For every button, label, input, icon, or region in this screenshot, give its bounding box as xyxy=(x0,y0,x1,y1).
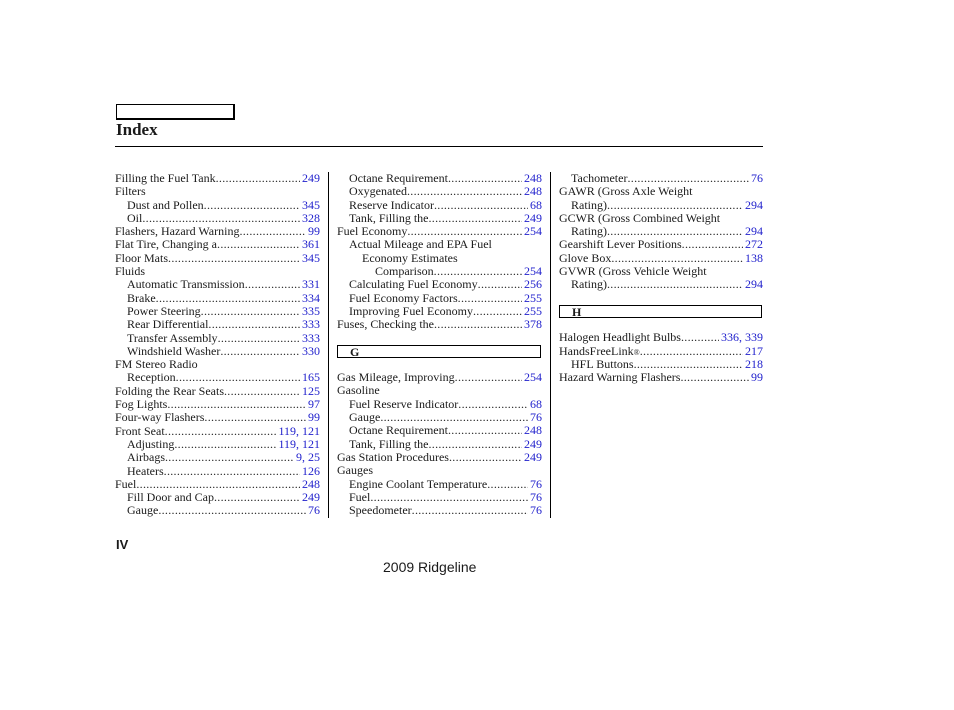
page-reference-link[interactable]: 249 xyxy=(302,171,320,185)
page-reference-link[interactable]: 76 xyxy=(530,503,542,518)
entry-text: Rating) xyxy=(571,224,607,239)
entry-text: Oxygenated xyxy=(349,184,407,199)
index-entry xyxy=(115,478,320,491)
index-column-1 xyxy=(115,172,320,518)
index-entry xyxy=(559,358,763,371)
entry-text: Reception xyxy=(127,370,176,385)
index-entry xyxy=(115,252,320,265)
page-reference-link[interactable]: 248 xyxy=(524,423,542,438)
dot-leader xyxy=(370,491,528,504)
letter-section-header: G xyxy=(337,345,541,358)
dot-leader xyxy=(245,278,300,291)
entry-text: Filters xyxy=(115,184,146,199)
dot-leader xyxy=(136,478,300,491)
spacer xyxy=(337,332,542,345)
page-reference-link[interactable]: 76 xyxy=(530,410,542,425)
index-entry xyxy=(337,371,542,384)
index-entry xyxy=(559,331,763,344)
entry-text: Glove Box xyxy=(559,250,612,265)
dot-leader xyxy=(165,425,277,438)
entry-text: Gauges xyxy=(337,463,373,478)
index-entry xyxy=(115,411,320,424)
entry-text: Four-way Flashers xyxy=(115,410,205,425)
index-entry xyxy=(115,238,320,251)
index-heading xyxy=(337,384,542,397)
dot-leader xyxy=(217,238,300,251)
page-reference-link[interactable]: 68 xyxy=(530,396,542,411)
index-entry xyxy=(337,212,542,225)
footer-model: 2009 Ridgeline xyxy=(383,559,477,575)
index-entry xyxy=(115,172,320,185)
page-reference-link[interactable]: 125 xyxy=(302,383,320,398)
index-entry xyxy=(337,172,542,185)
dot-leader xyxy=(165,451,294,464)
entry-text: Comparison xyxy=(375,264,434,279)
dot-leader xyxy=(220,345,300,358)
page-reference-link[interactable]: 249 xyxy=(302,490,320,505)
index-entry: HandsFreeLink ® ..... 217 xyxy=(559,345,763,358)
entry-text: HFL Buttons xyxy=(571,356,634,371)
entry-text: Calculating Fuel Economy xyxy=(349,277,478,292)
dot-leader xyxy=(458,398,528,411)
page-reference-link[interactable]: 336, 339 xyxy=(721,330,763,345)
page-reference-link[interactable]: 248 xyxy=(302,476,320,491)
entry-text: Adjusting xyxy=(127,436,175,451)
index-entry xyxy=(337,199,542,212)
page-reference-link[interactable]: 256 xyxy=(524,277,542,292)
page-title: Index xyxy=(116,120,158,139)
entry-text: Economy Estimates xyxy=(362,250,458,265)
entry-text: GAWR (Gross Axle Weight xyxy=(559,184,693,199)
dot-leader xyxy=(224,385,300,398)
entry-text: Fill Door and Cap xyxy=(127,490,214,505)
index-heading xyxy=(559,185,763,198)
page-reference-link[interactable]: 255 xyxy=(524,290,542,305)
section-tab-box xyxy=(116,104,235,120)
page-reference-link[interactable]: 294 xyxy=(745,224,763,239)
index-entry xyxy=(115,225,320,238)
dot-leader xyxy=(214,491,300,504)
entry-text: Rating) xyxy=(571,197,607,212)
dot-leader xyxy=(412,504,528,517)
page-reference-link[interactable]: 335 xyxy=(302,303,320,318)
dot-leader xyxy=(407,185,522,198)
index-entry xyxy=(337,292,542,305)
index-entry xyxy=(115,385,320,398)
index-entry xyxy=(337,398,542,411)
entry-text: Halogen Headlight Bulbs xyxy=(559,330,681,345)
index-entry xyxy=(337,491,542,504)
dot-leader xyxy=(156,292,300,305)
page-reference-link[interactable]: 361 xyxy=(302,237,320,252)
entry-text: Hazard Warning Flashers xyxy=(559,370,681,385)
index-entry xyxy=(337,424,542,437)
entry-text: Power Steering xyxy=(127,303,201,318)
entry-text: Rating) xyxy=(571,277,607,292)
page-reference-link[interactable]: 255 xyxy=(524,303,542,318)
index-heading xyxy=(559,212,763,225)
page-reference-link[interactable]: 328 xyxy=(302,210,320,225)
entry-text: Airbags xyxy=(127,450,165,465)
dot-leader xyxy=(607,278,743,291)
page-reference-link[interactable]: 334 xyxy=(302,290,320,305)
index-entry xyxy=(115,491,320,504)
entry-text: Gauge xyxy=(349,410,381,425)
page-reference-link[interactable]: 333 xyxy=(302,317,320,332)
entry-text: Gas Mileage, Improving xyxy=(337,370,455,385)
entry-text: Oil xyxy=(127,210,143,225)
entry-text: Gauge xyxy=(127,503,159,518)
page-reference-link[interactable]: 76 xyxy=(530,489,542,504)
dot-leader xyxy=(449,451,522,464)
dot-leader xyxy=(239,225,306,238)
entry-text: Fuel Economy xyxy=(337,224,408,239)
dot-leader xyxy=(201,305,300,318)
page-reference-link[interactable]: 119, 121 xyxy=(278,423,320,438)
page-reference-link[interactable]: 138 xyxy=(745,250,763,265)
page-reference-link[interactable]: 294 xyxy=(745,197,763,212)
page-reference-link[interactable]: 254 xyxy=(524,370,542,385)
dot-leader xyxy=(168,252,300,265)
index-heading xyxy=(115,185,320,198)
page-reference-link[interactable]: 345 xyxy=(302,197,320,212)
dot-leader xyxy=(434,265,522,278)
dot-leader xyxy=(218,332,300,345)
dot-leader xyxy=(434,318,522,331)
entry-text: Filling the Fuel Tank xyxy=(115,171,216,185)
entry-text: Flashers, Hazard Warning xyxy=(115,224,240,239)
index-entry xyxy=(337,478,542,491)
dot-leader xyxy=(176,371,300,384)
page-reference-link[interactable]: 248 xyxy=(524,171,542,185)
page-reference-link[interactable]: 68 xyxy=(530,197,542,212)
dot-leader xyxy=(448,172,522,185)
index-entry xyxy=(337,278,542,291)
dot-leader xyxy=(458,292,522,305)
entry-text: Gasoline xyxy=(337,383,380,398)
page-reference-link[interactable]: 99 xyxy=(308,410,320,425)
entry-text: Folding the Rear Seats xyxy=(115,383,224,398)
page-number: IV xyxy=(116,537,129,552)
index-entry xyxy=(337,411,542,424)
dot-leader xyxy=(164,465,300,478)
index-entry xyxy=(115,425,320,438)
entry-text: FM Stereo Radio xyxy=(115,357,198,372)
index-entry xyxy=(115,305,320,318)
column-divider xyxy=(328,172,329,518)
page-reference-link[interactable]: 217 xyxy=(745,343,763,358)
page-reference-link[interactable]: 249 xyxy=(524,210,542,225)
page-reference-link[interactable]: 249 xyxy=(524,449,542,464)
entry-text: Gas Station Procedures xyxy=(337,449,449,464)
entry-text: Actual Mileage and EPA Fuel xyxy=(349,237,492,252)
index-entry xyxy=(559,225,763,238)
entry-text: GCWR (Gross Combined Weight xyxy=(559,210,721,225)
index-entry xyxy=(115,318,320,331)
page-reference-link[interactable]: 345 xyxy=(302,250,320,265)
index-entry xyxy=(115,292,320,305)
dot-leader xyxy=(634,358,743,371)
index-entry xyxy=(115,332,320,345)
index-column-2 xyxy=(337,172,542,517)
index-entry xyxy=(115,371,320,384)
entry-text: Fluids xyxy=(115,264,146,279)
entry-text: Fuel xyxy=(115,476,137,491)
index-entry xyxy=(337,185,542,198)
index-entry xyxy=(115,451,320,464)
index-entry xyxy=(115,199,320,212)
index-entry xyxy=(559,172,763,185)
page-reference-link[interactable]: 119, 121 xyxy=(278,436,320,451)
index-entry xyxy=(559,199,763,212)
index-entry xyxy=(337,451,542,464)
dot-leader xyxy=(158,504,306,517)
dot-leader xyxy=(682,238,743,251)
index-entry xyxy=(115,465,320,478)
dot-leader xyxy=(478,278,522,291)
page-reference-link[interactable]: 76 xyxy=(751,171,763,185)
column-divider xyxy=(550,172,551,518)
entry-text: Dust and Pollen xyxy=(127,197,204,212)
page-reference-link[interactable]: 331 xyxy=(302,277,320,292)
entry-text: HandsFreeLink xyxy=(559,343,634,358)
page-reference-link[interactable]: 76 xyxy=(530,476,542,491)
dot-leader xyxy=(448,424,522,437)
entry-text: Tank, Filling the xyxy=(349,436,429,451)
entry-text: Fuel xyxy=(349,489,371,504)
page-reference-link[interactable]: 165 xyxy=(302,370,320,385)
dot-leader xyxy=(611,252,743,265)
entry-text: Automatic Transmission xyxy=(127,277,245,292)
entry-text: Fog Lights xyxy=(115,397,168,412)
entry-text: Front Seat xyxy=(115,423,165,438)
letter-section-header: H xyxy=(559,305,762,318)
index-entry xyxy=(115,398,320,411)
page-reference-link[interactable]: 248 xyxy=(524,184,542,199)
dot-leader xyxy=(380,411,528,424)
dot-leader xyxy=(216,172,300,185)
entry-text: GVWR (Gross Vehicle Weight xyxy=(559,264,707,279)
index-entry xyxy=(115,212,320,225)
dot-leader xyxy=(434,199,528,212)
index-entry xyxy=(337,438,542,451)
index-entry xyxy=(115,438,320,451)
dot-leader xyxy=(429,212,523,225)
spacer xyxy=(559,318,763,331)
page-reference-link[interactable]: 378 xyxy=(524,317,542,332)
index-entry xyxy=(559,238,763,251)
entry-text: Octane Requirement xyxy=(349,423,448,438)
entry-text: Heaters xyxy=(127,463,164,478)
dot-leader xyxy=(627,172,749,185)
index-entry xyxy=(559,278,763,291)
page-reference-link[interactable]: 254 xyxy=(524,224,542,239)
entry-text: Improving Fuel Economy xyxy=(349,303,473,318)
entry-text: Flat Tire, Changing a xyxy=(115,237,218,252)
dot-leader xyxy=(640,345,743,358)
page-reference-link[interactable]: 249 xyxy=(524,436,542,451)
page-reference-link[interactable]: 254 xyxy=(524,264,542,279)
page-reference-link[interactable]: 76 xyxy=(308,503,320,518)
title-rule xyxy=(115,146,763,147)
index-entry xyxy=(559,371,763,384)
index-entry xyxy=(337,305,542,318)
entry-text: Fuel Economy Factors xyxy=(349,290,458,305)
index-entry xyxy=(115,345,320,358)
index-entry xyxy=(337,318,542,331)
dot-leader xyxy=(142,212,300,225)
dot-leader xyxy=(473,305,522,318)
page-reference-link[interactable]: 99 xyxy=(751,370,763,385)
dot-leader xyxy=(681,331,719,344)
dot-leader xyxy=(208,318,300,331)
dot-leader xyxy=(174,438,276,451)
index-heading xyxy=(115,358,320,371)
entry-text: Speedometer xyxy=(349,503,412,518)
entry-text: Engine Coolant Temperature xyxy=(349,476,488,491)
spacer xyxy=(559,292,763,305)
dot-leader xyxy=(204,199,300,212)
entry-text: Tachometer xyxy=(571,171,628,185)
index-heading xyxy=(337,464,542,477)
page-reference-link[interactable]: 99 xyxy=(308,224,320,239)
page-reference-link[interactable]: 272 xyxy=(745,237,763,252)
dot-leader xyxy=(607,225,743,238)
dot-leader xyxy=(680,371,749,384)
entry-text: Reserve Indicator xyxy=(349,197,434,212)
entry-text: Rear Differential xyxy=(127,317,209,332)
entry-text: Gearshift Lever Positions xyxy=(559,237,682,252)
dot-leader xyxy=(167,398,306,411)
entry-text: Floor Mats xyxy=(115,250,169,265)
spacer xyxy=(337,358,542,371)
index-entry xyxy=(115,278,320,291)
page-reference-link[interactable]: 218 xyxy=(745,356,763,371)
entry-text: Tank, Filling the xyxy=(349,210,429,225)
page-reference-link[interactable]: 330 xyxy=(302,343,320,358)
dot-leader xyxy=(429,438,523,451)
entry-text: Windshield Washer xyxy=(127,343,221,358)
dot-leader xyxy=(204,411,306,424)
index-heading xyxy=(337,238,542,251)
index-entry xyxy=(337,225,542,238)
index-entry xyxy=(115,504,320,517)
entry-text: Octane Requirement xyxy=(349,171,448,185)
page-reference-link[interactable]: 126 xyxy=(302,463,320,478)
dot-leader xyxy=(607,199,743,212)
index-entry xyxy=(559,252,763,265)
entry-text: Brake xyxy=(127,290,156,305)
page-reference-link[interactable]: 333 xyxy=(302,330,320,345)
dot-leader xyxy=(487,478,528,491)
index-entry xyxy=(337,265,542,278)
dot-leader xyxy=(407,225,522,238)
page-reference-link[interactable]: 97 xyxy=(308,397,320,412)
index-column-3 xyxy=(559,172,763,384)
dot-leader xyxy=(455,371,522,384)
index-heading xyxy=(337,252,542,265)
index-heading xyxy=(115,265,320,278)
page-reference-link[interactable]: 9, 25 xyxy=(296,450,320,465)
index-entry xyxy=(337,504,542,517)
index-heading xyxy=(559,265,763,278)
entry-text: Fuel Reserve Indicator xyxy=(349,396,459,411)
entry-text: Transfer Assembly xyxy=(127,330,218,345)
page-reference-link[interactable]: 294 xyxy=(745,277,763,292)
entry-text: Fuses, Checking the xyxy=(337,317,434,332)
